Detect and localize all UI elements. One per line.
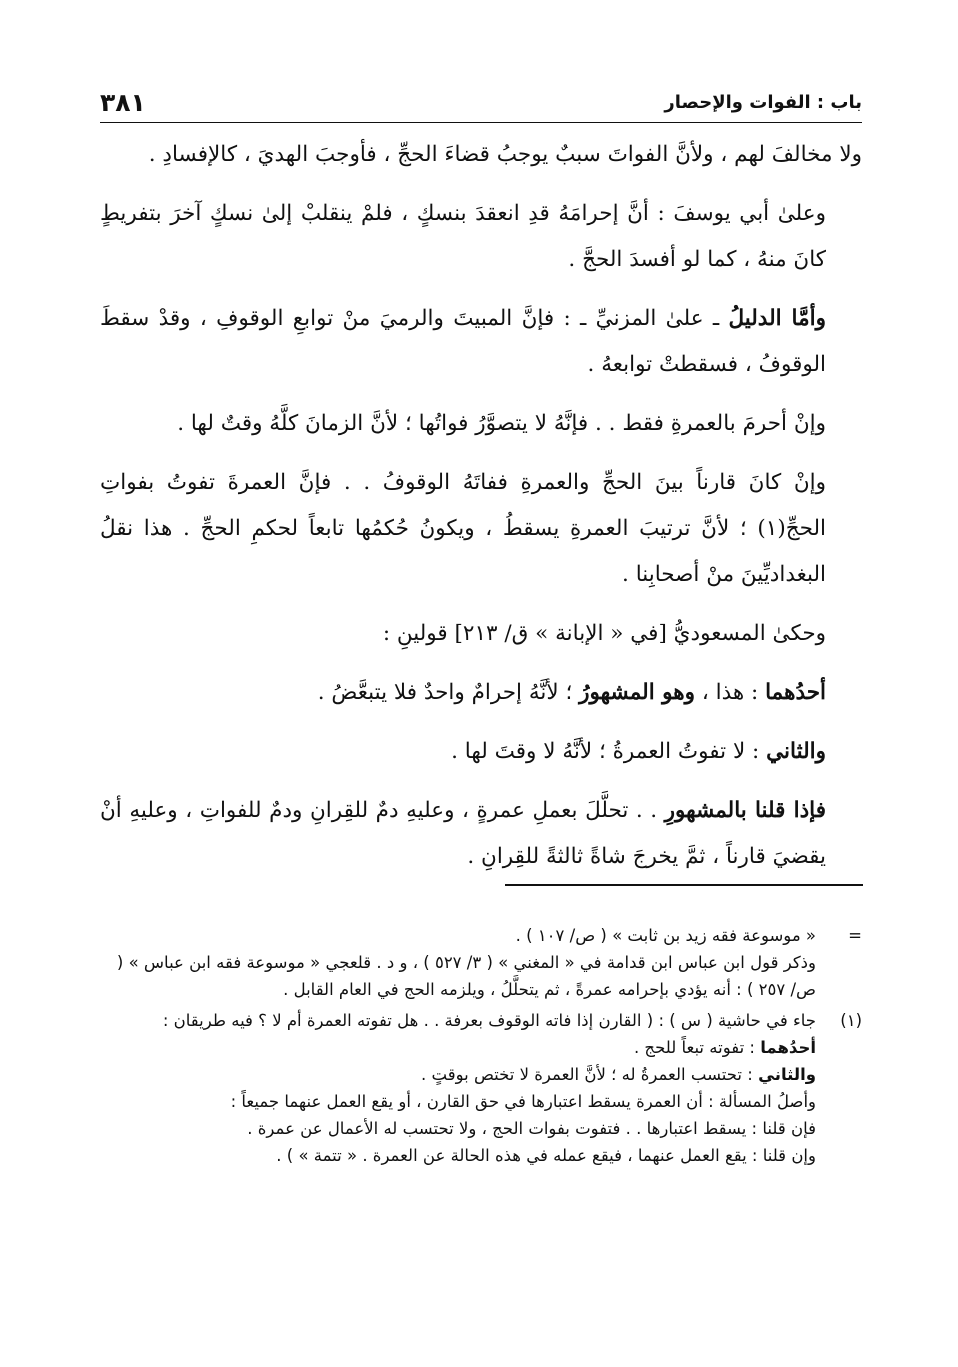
main-text: [100, 132, 862, 893]
footnote-line: أحدُهما : تفوته تبعاً للحج .: [633, 1038, 816, 1057]
paragraph: وحكىٰ المسعوديُّ [في « الإبانة » ق/ ٢١٣] قولينِ :: [382, 621, 826, 646]
footnotes: [100, 922, 862, 1173]
paragraph: وأمَّا الدليلُ ـ علىٰ المزنيِّ ـ : فإنَّ المبيتَ والرميَ منْ توابعِ الوقوفِ ، وقدْ سقطَ الوقوفُ ، فسقطتْ توابعهُ .: [100, 306, 826, 377]
bold-phrase: وهو المشهورُ: [579, 680, 695, 705]
footnote-1: [100, 1007, 862, 1169]
footnote-line: فإن قلنا : يسقط اعتبارها . . فتفوت بفوات الحج ، ولا تحتسب له الأعمال عن عمرة .: [247, 1119, 816, 1138]
bold-lead: أحدُهما: [765, 680, 826, 705]
continuation-mark: =: [848, 926, 862, 945]
paragraph: وعلىٰ أبي يوسفَ : أنَّ إحرامَهُ قدِ انعقدَ بنسكٍ ، فلمْ ينقلبْ إلىٰ نسكٍ آخرَ بتفريطٍ كانَ منهُ ، كما لو أفسدَ الحجَّ .: [100, 201, 826, 272]
paragraph: وإنْ كانَ قارناً بينَ الحجِّ والعمرةِ ففاتَهُ الوقوفُ . . فإنَّ العمرةَ تفوتُ بفواتِ الحجِّ(١) ؛ لأنَّ ترتيبَ العمرةِ يسقطُ ، ويكونُ حُكمُها تابعاً لحكمِ الحجِّ . هذا نقلُ البغداديِّينَ منْ أصحابِنا .: [100, 470, 826, 587]
bold-lead: وأمَّا الدليلُ: [728, 306, 826, 331]
footnote-line: وذكر قول ابن عباس ابن قدامة في « المغني » ( ٣/ ٥٢٧ ) ، و د . قلعجي « موسوعة فقه ابن عباس » ( ص/ ٢٥٧ ) : أنه يؤدي بإحرامه عمرةً ، ثم يتحلَّلُ ، ويلزمه الحج في العام القابل .: [116, 953, 816, 999]
page-number: ٣٨١: [100, 88, 146, 117]
paragraph: فإذا قلنا بالمشهورِ . . تحلَّلَ بعملِ عمرةٍ ، وعليهِ دمٌ للقِرانِ ودمٌ للفواتِ ، وعليهِ أنْ يقضيَ قارناً ، ثمَّ يخرجَ شاةً ثالثةً للقِرانِ .: [100, 798, 826, 869]
running-title: باب : الفوات والإحصار: [664, 92, 862, 113]
footnote-separator: [505, 884, 863, 886]
footnote-continuation: [100, 922, 862, 1003]
paragraph: أحدُهما : هذا ، وهو المشهورُ ؛ لأنَّهُ إحرامٌ واحدٌ فلا يتبعَّضُ .: [317, 680, 826, 705]
paragraph: ولا مخالفَ لهم ، ولأنَّ الفواتَ سببٌ يوجبُ قضاءَ الحجِّ ، فأوجبَ الهديَ ، كالإفسادِ .: [148, 142, 862, 167]
bold-lead: فإذا قلنا بالمشهورِ: [664, 798, 826, 823]
footnote-line: وأصلُ المسألة : أن العمرة يسقط اعتبارها في حق القارن ، أو يقع العمل عنهما جميعاً :: [230, 1092, 816, 1111]
paragraph: وإنْ أحرمَ بالعمرةِ فقط . . فإنَّهُ لا يتصوَّرُ فواتُها ؛ لأنَّ الزمانَ كلَّهُ وقتٌ لها .: [177, 411, 826, 436]
footnote-line: « موسوعة فقه زيد بن ثابت » ( ص/ ١٠٧ ) .: [515, 926, 816, 945]
footnote-line: وإن قلنا : يقع العمل عنهما ، فيقع عمله في هذه الحالة عن العمرة . « تتمة » ) .: [276, 1146, 816, 1165]
bold-lead: والثاني: [766, 739, 826, 764]
paragraph: والثاني : لا تفوتُ العمرةُ ؛ لأنَّهُ لا وقتَ لها .: [451, 739, 826, 764]
footnote-number: (١): [840, 1011, 862, 1030]
footnote-line: والثاني : تحتسب العمرةُ له ؛ لأنَّ العمرة لا تختص بوقتٍ .: [421, 1065, 816, 1084]
footnote-line: جاء في حاشية ( س ) : ( القارن إذا فاته الوقوف بعرفة . . هل تفوته العمرة أم لا ؟ فيه طريقان :: [162, 1011, 816, 1030]
page-header: [100, 86, 862, 123]
